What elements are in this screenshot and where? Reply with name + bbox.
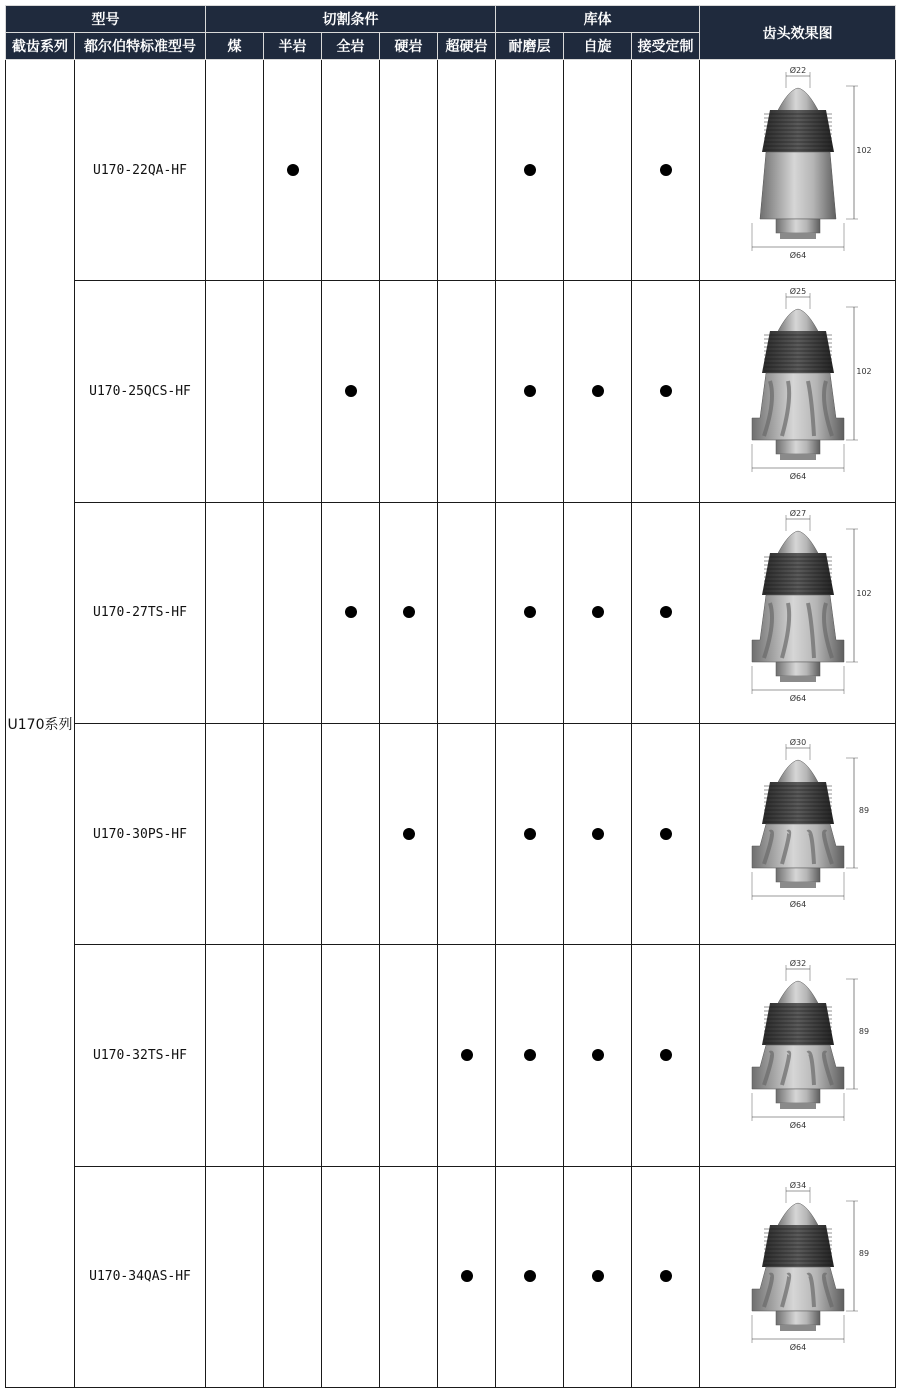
custom-column-header: 接受定制 bbox=[632, 33, 700, 60]
mark-cell bbox=[564, 281, 632, 502]
mark-cell bbox=[206, 723, 264, 944]
super-hard-column-header: 超硬岩 bbox=[438, 33, 496, 60]
filled-circle-icon bbox=[524, 164, 536, 176]
mark-cell bbox=[632, 723, 700, 944]
mark-cell bbox=[264, 60, 322, 281]
mark-cell bbox=[564, 945, 632, 1166]
mark-cell bbox=[380, 60, 438, 281]
model-cell: U170-32TS-HF bbox=[75, 945, 206, 1166]
filled-circle-icon bbox=[660, 606, 672, 618]
model-cell: U170-27TS-HF bbox=[75, 502, 206, 723]
mark-cell bbox=[264, 281, 322, 502]
series-column-header: 截齿系列 bbox=[6, 33, 75, 60]
table-body bbox=[6, 60, 896, 1388]
cutter-pick-drawing-icon bbox=[718, 64, 878, 276]
base-diameter-label: Ø64 bbox=[789, 251, 806, 261]
filled-circle-icon bbox=[461, 1049, 473, 1061]
coal-column-header: 煤 bbox=[206, 33, 264, 60]
base-diameter-label: Ø64 bbox=[789, 472, 806, 482]
mark-cell bbox=[206, 945, 264, 1166]
filled-circle-icon bbox=[524, 606, 536, 618]
mark-cell bbox=[322, 945, 380, 1166]
filled-circle-icon bbox=[524, 828, 536, 840]
mark-cell bbox=[322, 60, 380, 281]
mark-cell bbox=[206, 281, 264, 502]
table-row bbox=[6, 723, 896, 944]
filled-circle-icon bbox=[660, 385, 672, 397]
base-diameter-label: Ø64 bbox=[789, 1342, 806, 1352]
filled-circle-icon bbox=[660, 1270, 672, 1282]
mark-cell bbox=[206, 60, 264, 281]
filled-circle-icon bbox=[524, 1049, 536, 1061]
mark-cell bbox=[496, 723, 564, 944]
mark-cell bbox=[322, 1166, 380, 1387]
full-rock-column-header: 全岩 bbox=[322, 33, 380, 60]
length-label: 102 bbox=[855, 146, 872, 156]
pick-drawing-cell bbox=[700, 502, 896, 723]
mark-cell bbox=[264, 1166, 322, 1387]
tip-diameter-label: Ø27 bbox=[789, 508, 806, 518]
mark-cell bbox=[438, 60, 496, 281]
model-cell: U170-34QAS-HF bbox=[75, 1166, 206, 1387]
mark-cell bbox=[206, 1166, 264, 1387]
base-diameter-label: Ø64 bbox=[789, 1121, 806, 1131]
filled-circle-icon bbox=[461, 1270, 473, 1282]
pick-drawing-cell bbox=[700, 1166, 896, 1387]
mark-cell bbox=[632, 281, 700, 502]
pick-drawing-cell bbox=[700, 723, 896, 944]
cutter-pick-drawing-icon bbox=[718, 507, 878, 719]
model-cell: U170-25QCS-HF bbox=[75, 281, 206, 502]
standard-column-header: 都尔伯特标准型号 bbox=[75, 33, 206, 60]
length-label: 89 bbox=[858, 806, 869, 816]
mark-cell bbox=[322, 723, 380, 944]
length-label: 102 bbox=[855, 588, 872, 598]
mark-cell bbox=[496, 502, 564, 723]
base-diameter-label: Ø64 bbox=[789, 900, 806, 910]
mark-cell bbox=[380, 945, 438, 1166]
mark-cell bbox=[496, 1166, 564, 1387]
filled-circle-icon bbox=[403, 828, 415, 840]
mark-cell bbox=[564, 723, 632, 944]
table-row bbox=[6, 502, 896, 723]
cutter-pick-drawing-icon bbox=[718, 728, 878, 940]
filled-circle-icon bbox=[660, 828, 672, 840]
series-cell: U170系列 bbox=[6, 60, 75, 1388]
cutter-pick-drawing-icon bbox=[718, 285, 878, 497]
mark-cell bbox=[632, 502, 700, 723]
filled-circle-icon bbox=[592, 1270, 604, 1282]
cutter-pick-drawing-icon bbox=[718, 949, 878, 1161]
tip-diameter-label: Ø34 bbox=[789, 1180, 806, 1190]
filled-circle-icon bbox=[660, 1049, 672, 1061]
mark-cell bbox=[322, 502, 380, 723]
mark-cell bbox=[380, 723, 438, 944]
wear-layer-column-header: 耐磨层 bbox=[496, 33, 564, 60]
image-column-header: 齿头效果图 bbox=[700, 6, 896, 60]
filled-circle-icon bbox=[524, 385, 536, 397]
filled-circle-icon bbox=[345, 385, 357, 397]
tip-diameter-label: Ø32 bbox=[789, 959, 806, 969]
length-label: 89 bbox=[858, 1248, 869, 1258]
group-model-header: 型号 bbox=[6, 6, 206, 33]
base-diameter-label: Ø64 bbox=[789, 693, 806, 703]
spec-table bbox=[5, 5, 896, 1388]
pick-drawing-cell bbox=[700, 281, 896, 502]
mark-cell bbox=[264, 502, 322, 723]
mark-cell bbox=[438, 1166, 496, 1387]
mark-cell bbox=[322, 281, 380, 502]
tip-diameter-label: Ø25 bbox=[789, 287, 806, 297]
mark-cell bbox=[632, 1166, 700, 1387]
pick-drawing-cell bbox=[700, 945, 896, 1166]
mark-cell bbox=[438, 945, 496, 1166]
filled-circle-icon bbox=[287, 164, 299, 176]
mark-cell bbox=[380, 502, 438, 723]
mark-cell bbox=[380, 281, 438, 502]
mark-cell bbox=[380, 1166, 438, 1387]
self-rotate-column-header: 自旋 bbox=[564, 33, 632, 60]
group-body-header: 库体 bbox=[496, 6, 700, 33]
mark-cell bbox=[564, 1166, 632, 1387]
mark-cell bbox=[632, 60, 700, 281]
semi-rock-column-header: 半岩 bbox=[264, 33, 322, 60]
filled-circle-icon bbox=[660, 164, 672, 176]
table-row bbox=[6, 1166, 896, 1387]
filled-circle-icon bbox=[592, 1049, 604, 1061]
length-label: 102 bbox=[855, 367, 872, 377]
filled-circle-icon bbox=[592, 385, 604, 397]
mark-cell bbox=[496, 281, 564, 502]
mark-cell bbox=[564, 60, 632, 281]
pick-drawing-cell bbox=[700, 60, 896, 281]
filled-circle-icon bbox=[524, 1270, 536, 1282]
table-row bbox=[6, 281, 896, 502]
table-row bbox=[6, 60, 896, 281]
mark-cell bbox=[206, 502, 264, 723]
mark-cell bbox=[496, 60, 564, 281]
mark-cell bbox=[438, 281, 496, 502]
tip-diameter-label: Ø30 bbox=[789, 738, 806, 748]
mark-cell bbox=[632, 945, 700, 1166]
hard-rock-column-header: 硬岩 bbox=[380, 33, 438, 60]
mark-cell bbox=[264, 723, 322, 944]
mark-cell bbox=[438, 502, 496, 723]
mark-cell bbox=[496, 945, 564, 1166]
model-cell: U170-22QA-HF bbox=[75, 60, 206, 281]
filled-circle-icon bbox=[592, 828, 604, 840]
model-cell: U170-30PS-HF bbox=[75, 723, 206, 944]
mark-cell bbox=[264, 945, 322, 1166]
filled-circle-icon bbox=[403, 606, 415, 618]
cutter-pick-drawing-icon bbox=[718, 1171, 878, 1383]
filled-circle-icon bbox=[345, 606, 357, 618]
filled-circle-icon bbox=[592, 606, 604, 618]
mark-cell bbox=[564, 502, 632, 723]
length-label: 89 bbox=[858, 1027, 869, 1037]
group-cutting-header: 切割条件 bbox=[206, 6, 496, 33]
mark-cell bbox=[438, 723, 496, 944]
table-row bbox=[6, 945, 896, 1166]
table-header bbox=[6, 6, 896, 60]
tip-diameter-label: Ø22 bbox=[789, 66, 806, 76]
